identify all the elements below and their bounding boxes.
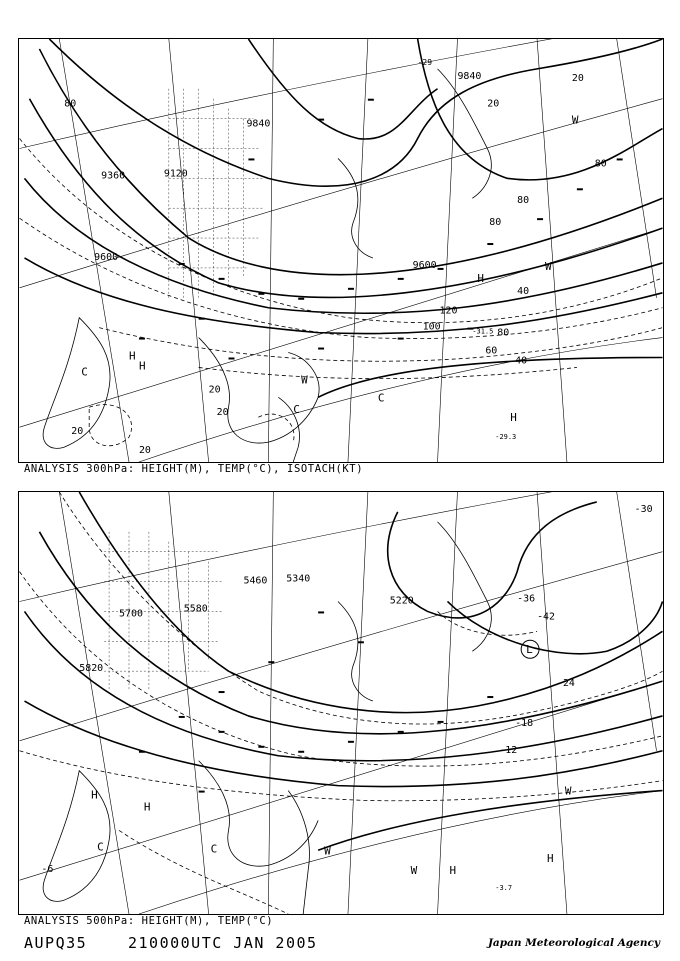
height-label: 5460	[243, 575, 268, 587]
isotach-label: 20	[216, 407, 229, 419]
temp-label: -29	[417, 57, 433, 67]
isotach-label: 80	[497, 327, 510, 339]
pressure-center-marker: C	[81, 365, 88, 379]
temp-label: -12	[499, 744, 518, 756]
isotach-label: 20	[487, 98, 500, 110]
isotachs-300	[20, 139, 663, 446]
isotherms-500	[20, 492, 663, 914]
pressure-centers-300	[81, 114, 579, 425]
temp-label: -24	[556, 678, 575, 690]
isotach-label: 80	[489, 217, 502, 229]
isotach-label: 40	[515, 355, 528, 367]
pressure-center-marker: W	[301, 373, 308, 387]
isotach-label: 20	[571, 72, 584, 84]
upper-air-300hpa-map	[18, 38, 664, 463]
pressure-center-marker: H	[449, 864, 457, 878]
station-value: -3.7	[495, 884, 513, 893]
pressure-center-marker: H	[91, 788, 98, 802]
isotach-label: 20	[71, 426, 84, 438]
caption-500hpa: ANALYSIS 500hPa: HEIGHT(M), TEMP(°C)	[24, 915, 274, 927]
temp-labels-500	[41, 503, 653, 878]
height-label: 5700	[119, 608, 143, 620]
pressure-center-marker: C	[97, 840, 104, 854]
pressure-center-marker: W	[410, 864, 418, 878]
height-contours-300	[24, 39, 662, 397]
temp-label: -30	[634, 503, 653, 515]
pressure-center-marker: W	[324, 844, 331, 858]
upper-air-500hpa-map	[18, 491, 664, 915]
pressure-center-marker: H	[477, 271, 484, 285]
pressure-center-marker: W	[545, 259, 552, 273]
station-value: -31.5	[472, 327, 494, 336]
temp-label: -36	[517, 593, 536, 605]
pressure-center-marker: W	[564, 784, 572, 798]
pressure-center-marker: H	[129, 349, 136, 363]
height-label: 9840	[246, 118, 271, 130]
station-values-500	[495, 884, 512, 892]
temp-label: -42	[537, 611, 556, 623]
height-label: 5340	[286, 573, 311, 585]
height-label: 9120	[163, 168, 188, 180]
valid-time: 210000UTC JAN 2005	[128, 934, 318, 952]
pressure-center-marker: W	[571, 113, 579, 127]
isotach-label: 20	[208, 384, 221, 396]
isotach-label: 80	[594, 158, 607, 170]
pressure-center-marker: H	[510, 411, 517, 425]
isotach-label: 60	[485, 345, 498, 357]
height-label: 5820	[79, 663, 104, 675]
pressure-centers-500	[91, 640, 572, 877]
isotach-label: 100	[422, 321, 441, 333]
height-label: 9600	[412, 259, 437, 271]
pressure-center-marker: L	[526, 643, 533, 657]
pressure-center-marker: C	[293, 403, 300, 417]
map-300hpa-canvas	[19, 39, 663, 462]
station-value: -29.3	[495, 433, 517, 442]
pressure-center-marker: H	[143, 800, 151, 814]
chart-code: AUPQ35	[24, 934, 88, 952]
map-500hpa-canvas	[19, 492, 663, 914]
height-label: 9600	[94, 251, 119, 263]
height-label: 9360	[101, 170, 126, 182]
caption-300hpa: ANALYSIS 300hPa: HEIGHT(M), TEMP(°C), ISOTACH(KT)	[24, 463, 364, 475]
temp-label: -6	[41, 864, 54, 876]
graticule-500	[20, 492, 663, 914]
pressure-center-marker: H	[547, 852, 554, 866]
isotach-label: 120	[439, 305, 458, 317]
height-label: 5220	[389, 595, 414, 607]
pressure-center-marker: H	[138, 359, 146, 373]
isotach-label: 20	[138, 445, 151, 457]
temp-label: -18	[515, 717, 534, 729]
graticule-300	[20, 39, 663, 462]
pressure-center-marker: C	[210, 842, 218, 856]
isotach-label: 80	[64, 98, 77, 110]
height-label: 9840	[457, 70, 482, 82]
height-label: 5580	[183, 603, 208, 615]
isotach-label: 80	[517, 195, 530, 207]
agency-name: Japan Meteorological Agency	[487, 937, 660, 949]
pressure-center-marker: C	[377, 391, 385, 405]
isotach-label: 40	[517, 285, 530, 297]
